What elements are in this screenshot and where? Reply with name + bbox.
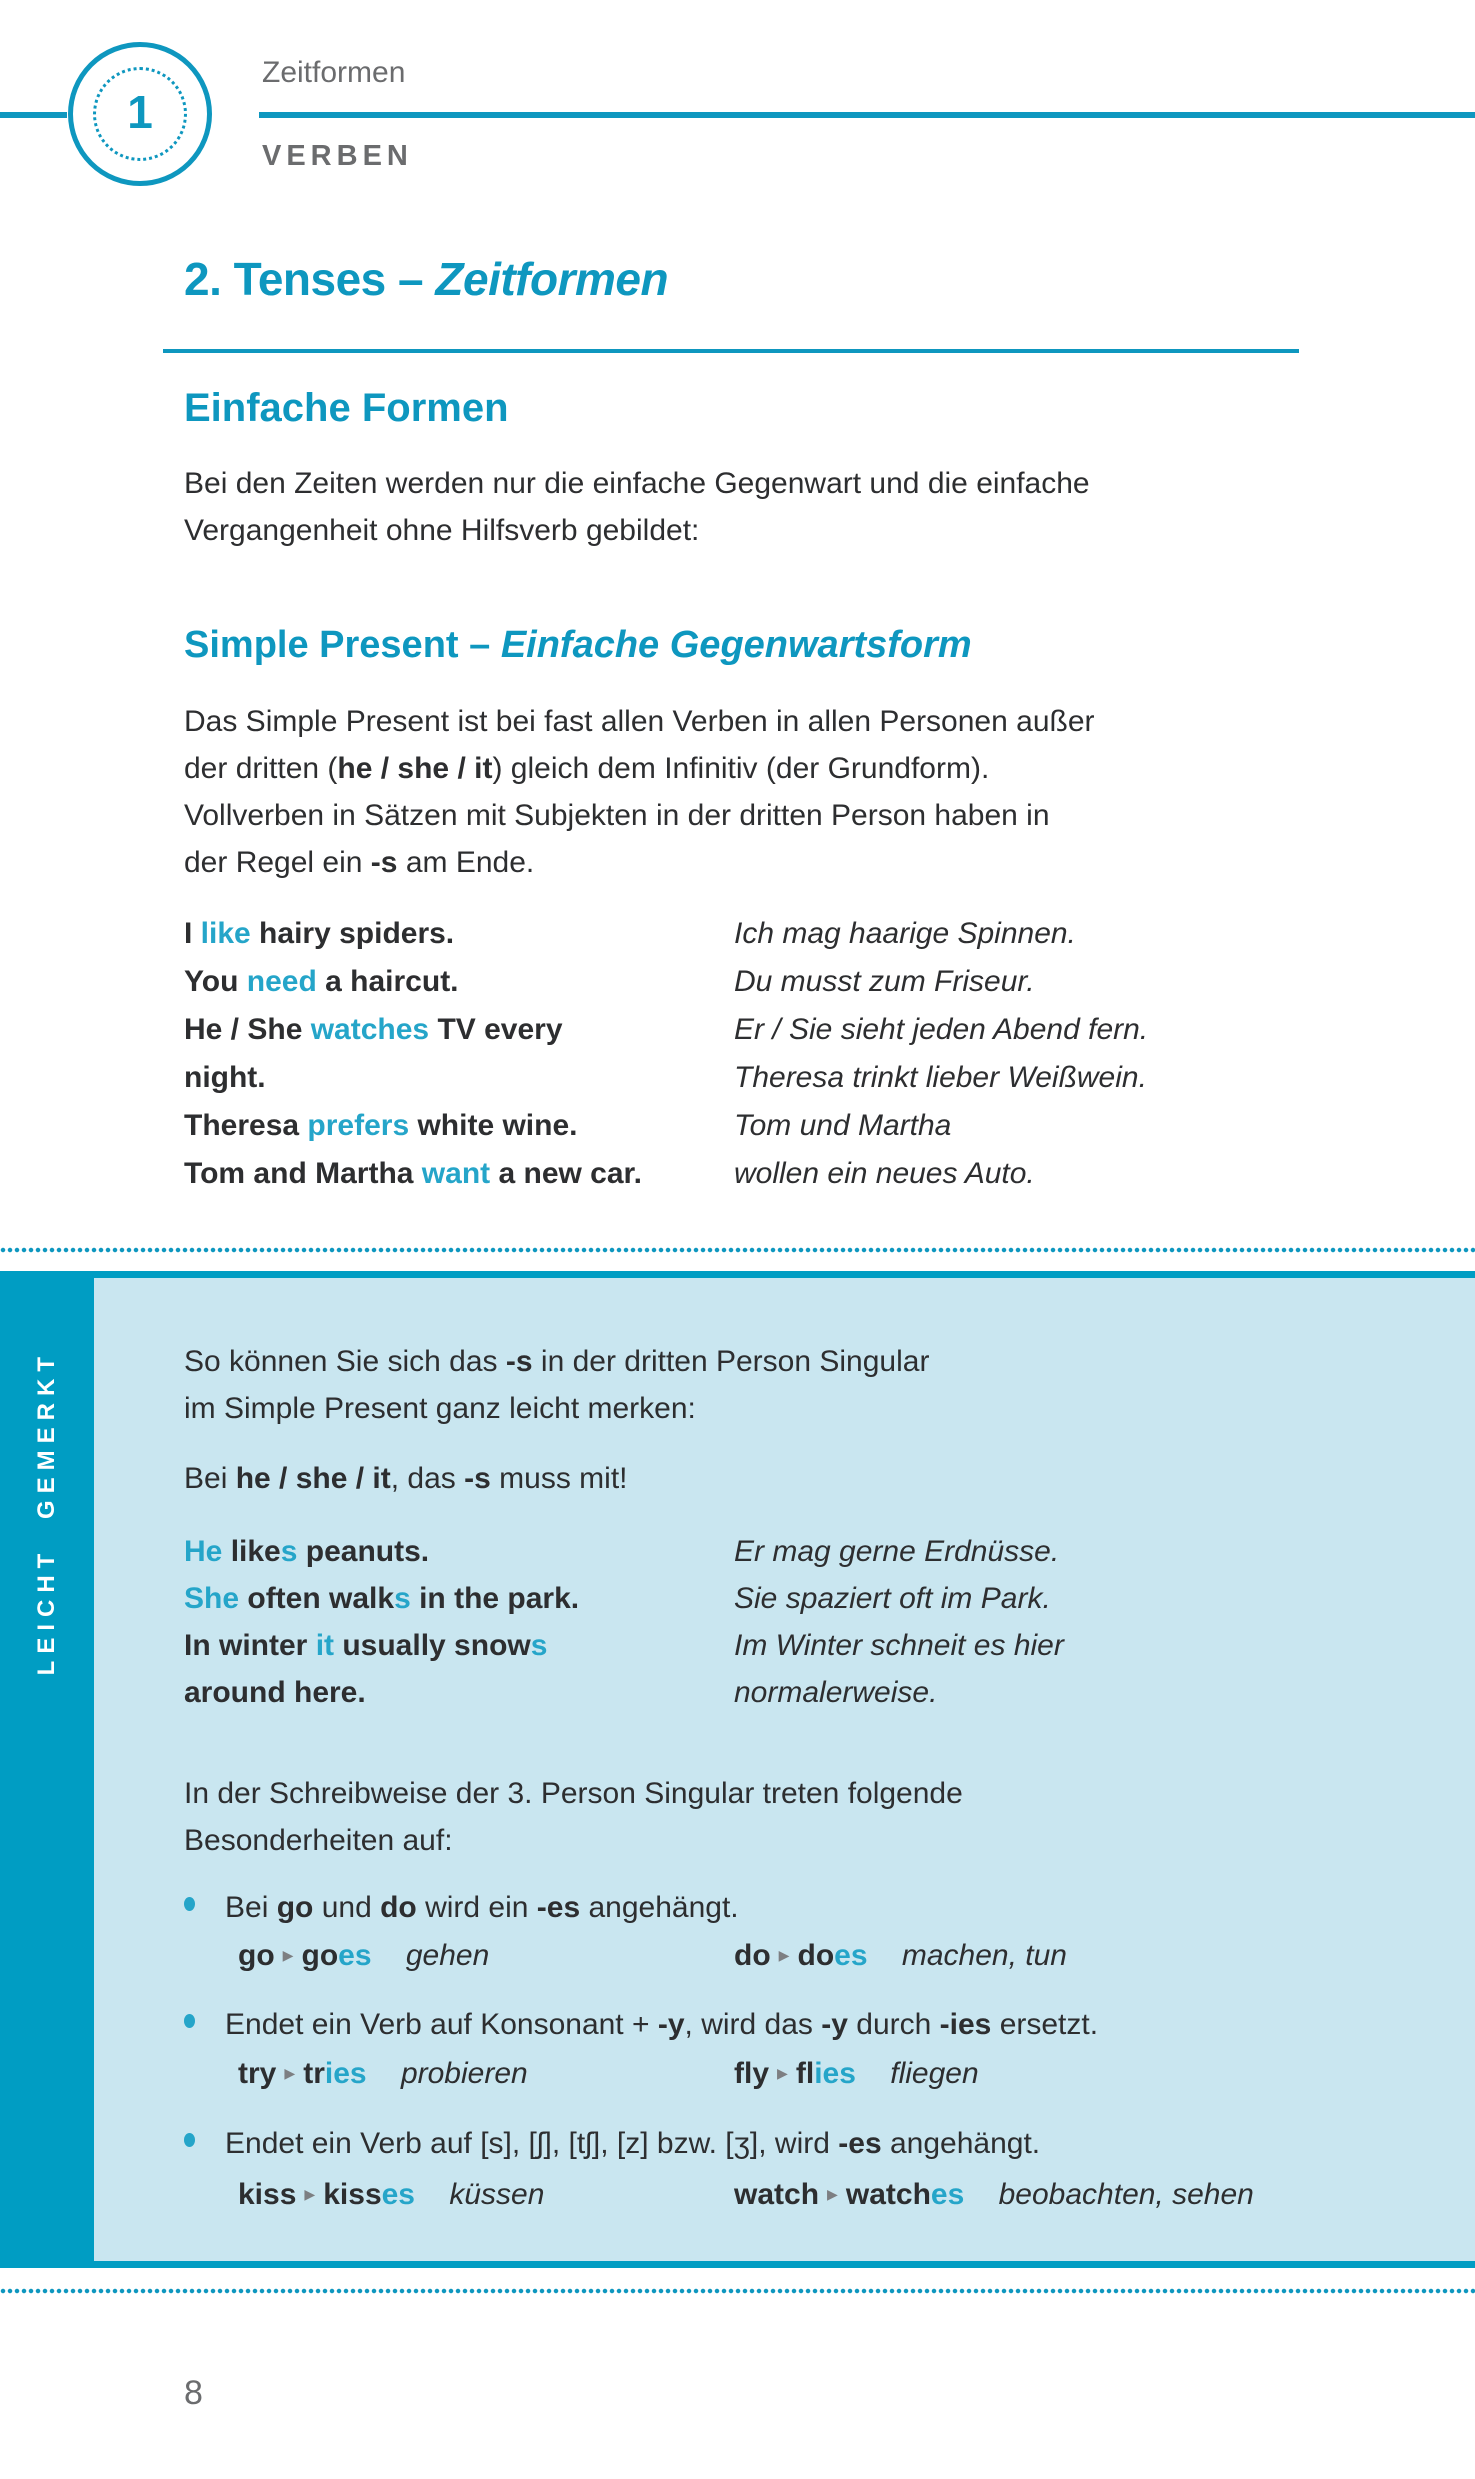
header-rule-right <box>259 112 1475 118</box>
example-row <box>184 1006 1439 1054</box>
example-english: She often walks in the park. <box>184 1582 580 1615</box>
verb-pair-row <box>238 2049 1435 2097</box>
box-spelling-paragraph <box>184 1770 963 1864</box>
box-label: LEICHT GEMERKT <box>33 1350 60 1676</box>
verb-pair-forms: go ▸ goes <box>238 1939 372 1973</box>
example-german: wollen ein neues Auto. <box>734 1157 1035 1190</box>
example-english: I like hairy spiders. <box>184 917 455 950</box>
example-row <box>184 1669 1439 1716</box>
example-english: He likes peanuts. <box>184 1535 430 1568</box>
example-english: night. <box>184 1061 266 1094</box>
example-german: Sie spaziert oft im Park. <box>734 1582 1051 1615</box>
example-german: Du musst zum Friseur. <box>734 965 1035 998</box>
dotted-divider-top <box>0 1247 1475 1253</box>
example-german: Tom und Martha <box>734 1109 952 1142</box>
verb-pair-gloss: küssen <box>449 2178 545 2212</box>
verb-pair-row <box>238 2170 1435 2218</box>
example-german: Er / Sie sieht jeden Abend fern. <box>734 1013 1149 1046</box>
verb-pair <box>238 2049 734 2097</box>
verb-pair-row <box>238 1931 1435 1979</box>
chapter-number-badge <box>68 42 212 186</box>
example-row <box>184 1575 1439 1622</box>
verb-pair-gloss: gehen <box>405 1939 490 1973</box>
bullet-sibilants <box>184 2120 1040 2167</box>
bullet-consonant-y <box>184 2001 1098 2048</box>
verb-pair-forms: try ▸ tries <box>238 2057 367 2091</box>
dotted-divider-bottom <box>0 2288 1475 2294</box>
bullet-icon <box>184 2133 195 2147</box>
verb-pair-gloss: probieren <box>400 2057 528 2091</box>
verb-pair-forms: fly ▸ flies <box>734 2057 856 2091</box>
paragraph-line: Vollverben in Sätzen mit Subjekten in der dritten Person haben in <box>184 799 1050 832</box>
paragraph-line: im Simple Present ganz leicht merken: <box>184 1392 696 1425</box>
heading-simple-present: Simple Present – Einfache Gegenwartsform <box>184 624 972 666</box>
page-number: 8 <box>184 2374 203 2412</box>
verb-pair-forms: watch ▸ watches <box>734 2178 965 2212</box>
verb-pair <box>734 2049 1435 2097</box>
chapter-section-label: VERBEN <box>262 140 413 172</box>
intro-paragraph <box>184 460 1090 554</box>
bullet-text: Endet ein Verb auf Konsonant + -y, wird das -y durch -ies ersetzt. <box>225 2008 1099 2041</box>
bullet-go-do <box>184 1884 739 1931</box>
example-row <box>184 958 1439 1006</box>
verb-pair-gloss: fliegen <box>890 2057 979 2091</box>
bullet-text: Bei go und do wird ein -es angehängt. <box>225 1891 739 1924</box>
paragraph-line: In der Schreibweise der 3. Person Singular treten folgende <box>184 1777 963 1810</box>
example-row <box>184 1102 1439 1150</box>
bullet-text: Endet ein Verb auf [s], [ʃ], [tʃ], [z] bzw. [ʒ], wird -es angehängt. <box>225 2127 1041 2160</box>
example-english: In winter it usually snows <box>184 1629 548 1662</box>
examples-third-person <box>184 1528 1439 1716</box>
page-title: 2. Tenses – Zeitformen <box>184 253 669 305</box>
verb-pair-gloss: machen, tun <box>901 1939 1067 1973</box>
verb-pair <box>238 1931 734 1979</box>
verb-pair-gloss: beobachten, sehen <box>998 2178 1254 2212</box>
paragraph-line: Vergangenheit ohne Hilfsverb gebildet: <box>184 514 700 547</box>
chapter-title: Zeitformen <box>262 56 406 89</box>
verb-pair <box>734 2170 1435 2218</box>
paragraph-line: Bei den Zeiten werden nur die einfache Gegenwart und die einfache <box>184 467 1090 500</box>
example-english: Tom and Martha want a new car. <box>184 1157 642 1190</box>
bullet-icon <box>184 1897 195 1911</box>
paragraph-line: der Regel ein -s am Ende. <box>184 846 535 879</box>
paragraph-line: Das Simple Present ist bei fast allen Verben in allen Personen außer <box>184 705 1095 738</box>
example-english: around here. <box>184 1676 366 1709</box>
header-rule-left <box>0 112 67 118</box>
example-german: Im Winter schneit es hier <box>734 1629 1064 1662</box>
box-label-wrap <box>0 1278 94 1748</box>
example-german: Ich mag haarige Spinnen. <box>734 917 1076 950</box>
example-german: normalerweise. <box>734 1676 938 1709</box>
paragraph-line: der dritten (he / she / it) gleich dem Infinitiv (der Grundform). <box>184 752 990 785</box>
verb-pair <box>238 2170 734 2218</box>
examples-simple-present <box>184 910 1439 1198</box>
example-german: Er mag gerne Erdnüsse. <box>734 1535 1060 1568</box>
example-row <box>184 1054 1439 1102</box>
chapter-number: 1 <box>127 85 153 138</box>
simple-present-paragraph <box>184 698 1095 886</box>
example-row <box>184 1528 1439 1575</box>
verb-pair <box>734 1931 1435 1979</box>
example-english: Theresa prefers white wine. <box>184 1109 578 1142</box>
verb-pair-forms: kiss ▸ kisses <box>238 2178 415 2212</box>
paragraph-line: So können Sie sich das -s in der dritten Person Singular <box>184 1345 930 1378</box>
example-row <box>184 1150 1439 1198</box>
example-english: You need a haircut. <box>184 965 459 998</box>
box-rule-sentence: Bei he / she / it, das -s muss mit! <box>184 1462 628 1495</box>
heading-einfache-formen: Einfache Formen <box>184 386 509 430</box>
title-rule <box>163 349 1299 353</box>
verb-pair-forms: do ▸ does <box>734 1939 868 1973</box>
example-german: Theresa trinkt lieber Weißwein. <box>734 1061 1147 1094</box>
example-row <box>184 1622 1439 1669</box>
example-english: He / She watches TV every <box>184 1013 563 1046</box>
bullet-icon <box>184 2014 195 2028</box>
paragraph-line: Besonderheiten auf: <box>184 1824 453 1857</box>
example-row <box>184 910 1439 958</box>
box-intro-paragraph <box>184 1338 929 1432</box>
